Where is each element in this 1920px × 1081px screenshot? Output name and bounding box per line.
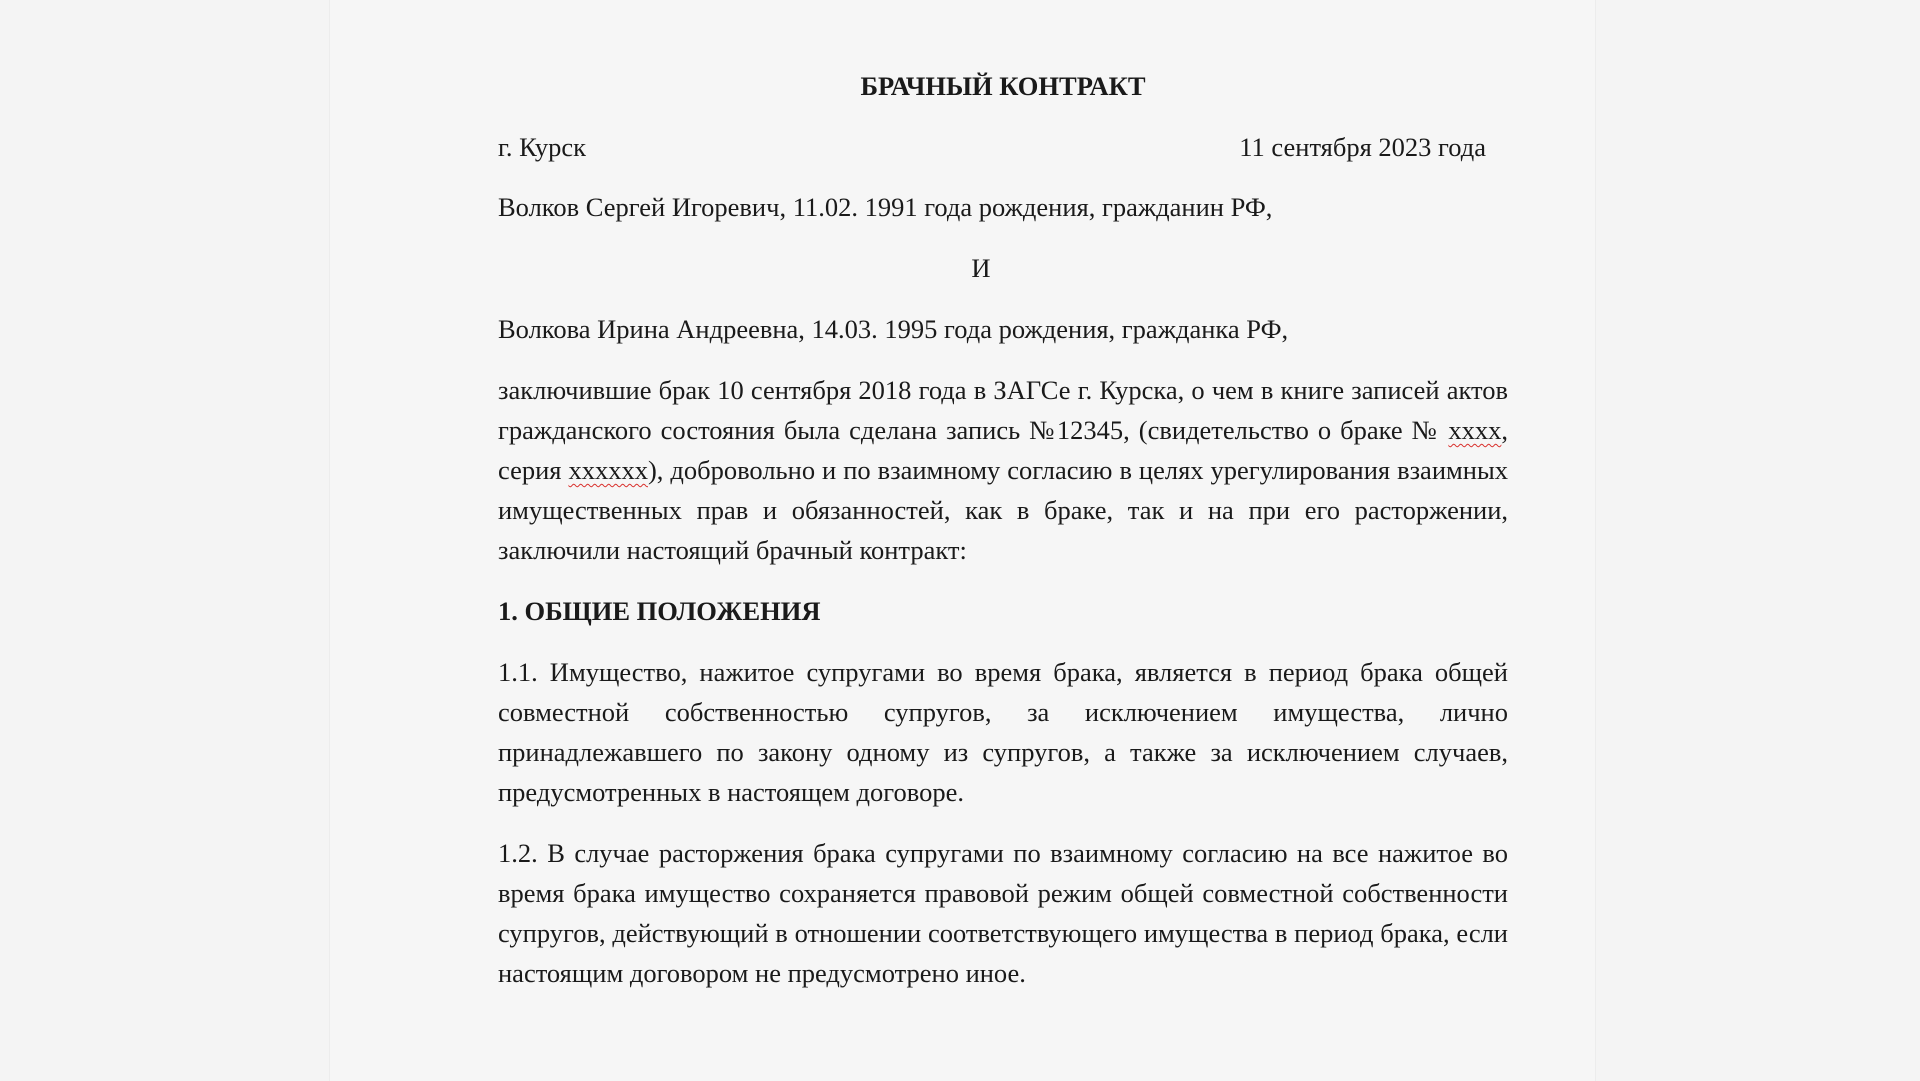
document-body: [498, 66, 1508, 1014]
party-husband: Волков Сергей Игоревич, 11.02. 1991 года рождения, гражданин РФ,: [498, 192, 1273, 222]
city: г. Курск: [498, 132, 586, 162]
certificate-number: хххх: [1448, 415, 1502, 445]
preamble-paragraph: [498, 370, 1508, 570]
clause-1-2: 1.2. В случае расторжения брака супругами по взаимному согласию на все нажитое во время брака имущество сохраняется правовой режим общей совместной собственности супругов, действующий в отношении соответствующего имущества в период брака, если настоящим договором не предусмотрено иное.: [498, 838, 1508, 988]
section-heading-general: 1. ОБЩИЕ ПОЛОЖЕНИЯ: [498, 596, 821, 626]
party-wife: Волкова Ирина Андреевна, 14.03. 1995 года рождения, гражданка РФ,: [498, 314, 1289, 344]
preamble-part-3: ), добровольно и по взаимному согласию в целях урегулирования взаимных имущественных прав и обязанностей, как в браке, так и на при его расторжении, заключили настоящий брачный контракт:: [498, 455, 1509, 565]
document-title: БРАЧНЫЙ КОНТРАКТ: [860, 71, 1146, 101]
city-date-line: [498, 127, 1508, 167]
preamble-part-1: заключившие брак 10 сентября 2018 года в ЗАГСе г. Курска, о чем в книге записей актов гражданского состояния была сделана запись №12345, (свидетельство о браке №: [498, 375, 1508, 445]
conjunction: И: [971, 253, 991, 283]
contract-date: 11 сентября 2023 года: [1239, 132, 1486, 162]
clause-1-1: 1.1. Имущество, нажитое супругами во время брака, является в период брака общей совместной собственностью супругов, за исключением имущества, лично принадлежавшего по закону одному из супругов, а также за исключением случаев, предусмотренных в настоящем договоре.: [498, 657, 1508, 807]
preamble-part-2: , серия: [498, 415, 1508, 485]
certificate-series: хххххх: [568, 455, 648, 485]
